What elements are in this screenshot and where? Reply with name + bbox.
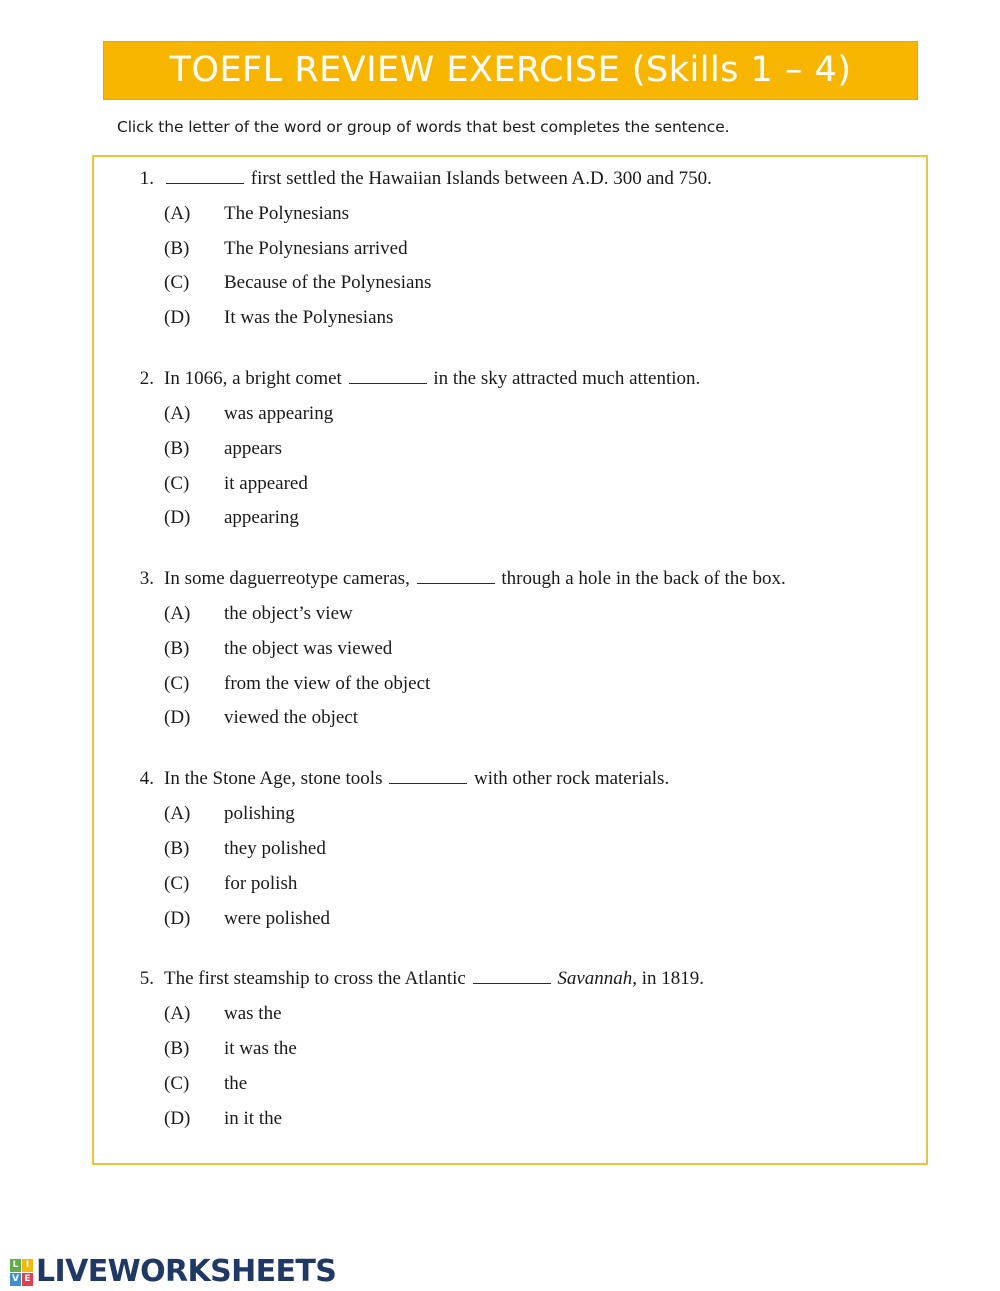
choice-option[interactable] [94,203,926,226]
question-block [94,767,926,930]
question-stem [164,167,926,191]
choice-text[interactable]: it appeared [224,472,308,494]
choice-letter[interactable]: (C) [164,272,190,294]
choice-text[interactable]: It was the Polynesians [224,307,394,329]
choice-option[interactable] [94,908,926,931]
choice-letter[interactable]: (A) [164,202,191,224]
choice-text[interactable]: were polished [224,907,331,929]
questions-list [94,157,926,1130]
exercise-content-box [92,155,928,1165]
choice-option[interactable] [94,473,926,496]
choice-letter[interactable]: (D) [164,507,191,529]
question-stem [164,567,926,591]
stem-text-after: through a hole in the back of the box. [501,568,786,590]
question-number: 2. [139,368,154,390]
choice-option[interactable] [94,838,926,861]
question-number: 5. [139,968,154,990]
choice-text[interactable]: the [224,1072,248,1094]
logo-cell-i: I [22,1259,33,1272]
question-stem-line [94,767,926,791]
choice-letter[interactable]: (D) [164,1107,191,1129]
stem-text-before: In 1066, a bright comet [164,368,342,390]
question-stem [164,367,926,391]
choice-list [94,203,926,330]
question-stem [164,767,926,791]
stem-text-italic: Savannah [557,968,633,990]
answer-blank[interactable] [349,367,427,384]
choice-text[interactable]: they polished [224,837,326,859]
choice-letter[interactable]: (A) [164,603,191,625]
choice-option[interactable] [94,438,926,461]
choice-letter[interactable]: (C) [164,1072,190,1094]
choice-option[interactable] [94,272,926,295]
choice-option[interactable] [94,673,926,696]
choice-letter[interactable]: (C) [164,872,190,894]
question-stem [164,967,926,991]
answer-blank[interactable] [417,567,495,584]
choice-text[interactable]: the object’s view [224,603,353,625]
question-block [94,167,926,330]
choice-letter[interactable]: (A) [164,803,191,825]
choice-option[interactable] [94,638,926,661]
choice-text[interactable]: Because of the Polynesians [224,272,432,294]
stem-text-before: In the Stone Age, stone tools [164,768,383,790]
choice-text[interactable]: appearing [224,507,299,529]
question-block [94,567,926,730]
choice-option[interactable] [94,403,926,426]
logo-cell-e: E [22,1273,33,1286]
choice-option[interactable] [94,707,926,730]
choice-letter[interactable]: (A) [164,1003,191,1025]
choice-text[interactable]: it was the [224,1038,297,1059]
logo-cell-l: L [10,1259,21,1272]
choice-letter[interactable]: (D) [164,907,191,929]
question-number: 4. [139,768,154,790]
choice-letter[interactable]: (B) [164,837,190,859]
stem-text-before: In some daguerreotype cameras, [164,568,410,590]
choice-text[interactable]: for polish [224,872,298,894]
choice-text[interactable]: in it the [224,1107,283,1129]
question-block [94,967,926,1130]
choice-letter[interactable]: (C) [164,472,190,494]
choice-text[interactable]: appears [224,437,283,459]
choice-text[interactable]: polishing [224,803,295,825]
question-stem-line [94,967,926,991]
choice-letter[interactable]: (C) [164,672,190,694]
choice-option[interactable] [94,803,926,826]
choice-letter[interactable]: (A) [164,402,191,424]
logo-wordmark: LIVEWORKSHEETS [36,1254,337,1289]
choice-text[interactable]: was appearing [224,402,334,424]
stem-text-after: , in 1819. [632,968,705,990]
answer-blank[interactable] [166,167,244,184]
choice-option[interactable] [94,873,926,896]
question-block [94,367,926,530]
stem-text-after: with other rock materials. [473,768,670,790]
logo-cell-v: V [10,1273,21,1286]
choice-text[interactable]: the object was viewed [224,637,393,659]
choice-list [94,403,926,530]
choice-text[interactable]: The Polynesians [224,202,350,224]
choice-option[interactable] [94,1038,926,1061]
choice-letter[interactable]: (B) [164,437,190,459]
choice-text[interactable]: from the view of the object [224,672,431,694]
question-number: 1. [139,168,154,190]
page-title: TOEFL REVIEW EXERCISE (Skills 1 – 4) [169,50,852,90]
choice-option[interactable] [94,1003,926,1026]
liveworksheets-logo [10,1254,337,1289]
stem-text-after: first settled the Hawaiian Islands between A.D. 300 and 750. [250,168,712,190]
choice-letter[interactable]: (B) [164,1038,190,1059]
choice-letter[interactable]: (D) [164,707,191,729]
answer-blank[interactable] [389,767,467,784]
choice-list [94,1003,926,1130]
choice-text[interactable]: The Polynesians arrived [224,237,408,259]
title-banner [103,41,918,100]
stem-text-before: The first steamship to cross the Atlantic [164,968,466,990]
choice-option[interactable] [94,238,926,261]
choice-list [94,803,926,930]
choice-option[interactable] [94,1073,926,1096]
choice-letter[interactable]: (B) [164,237,190,259]
question-stem-line [94,567,926,591]
choice-option[interactable] [94,307,926,330]
answer-blank[interactable] [473,967,551,984]
choice-list [94,603,926,730]
choice-letter[interactable]: (B) [164,637,190,659]
question-stem-line [94,367,926,391]
choice-option[interactable] [94,1108,926,1131]
instruction-text: Click the letter of the word or group of words that best completes the sentence. [117,118,730,136]
choice-option[interactable] [94,603,926,626]
stem-text-after: in the sky attracted much attention. [433,368,701,390]
choice-letter[interactable]: (D) [164,307,191,329]
question-number: 3. [139,568,154,590]
choice-text[interactable]: was the [224,1003,282,1025]
liveworksheets-logo-icon [10,1259,33,1286]
choice-text[interactable]: viewed the object [224,707,359,729]
question-stem-line [94,167,926,191]
choice-option[interactable] [94,507,926,530]
